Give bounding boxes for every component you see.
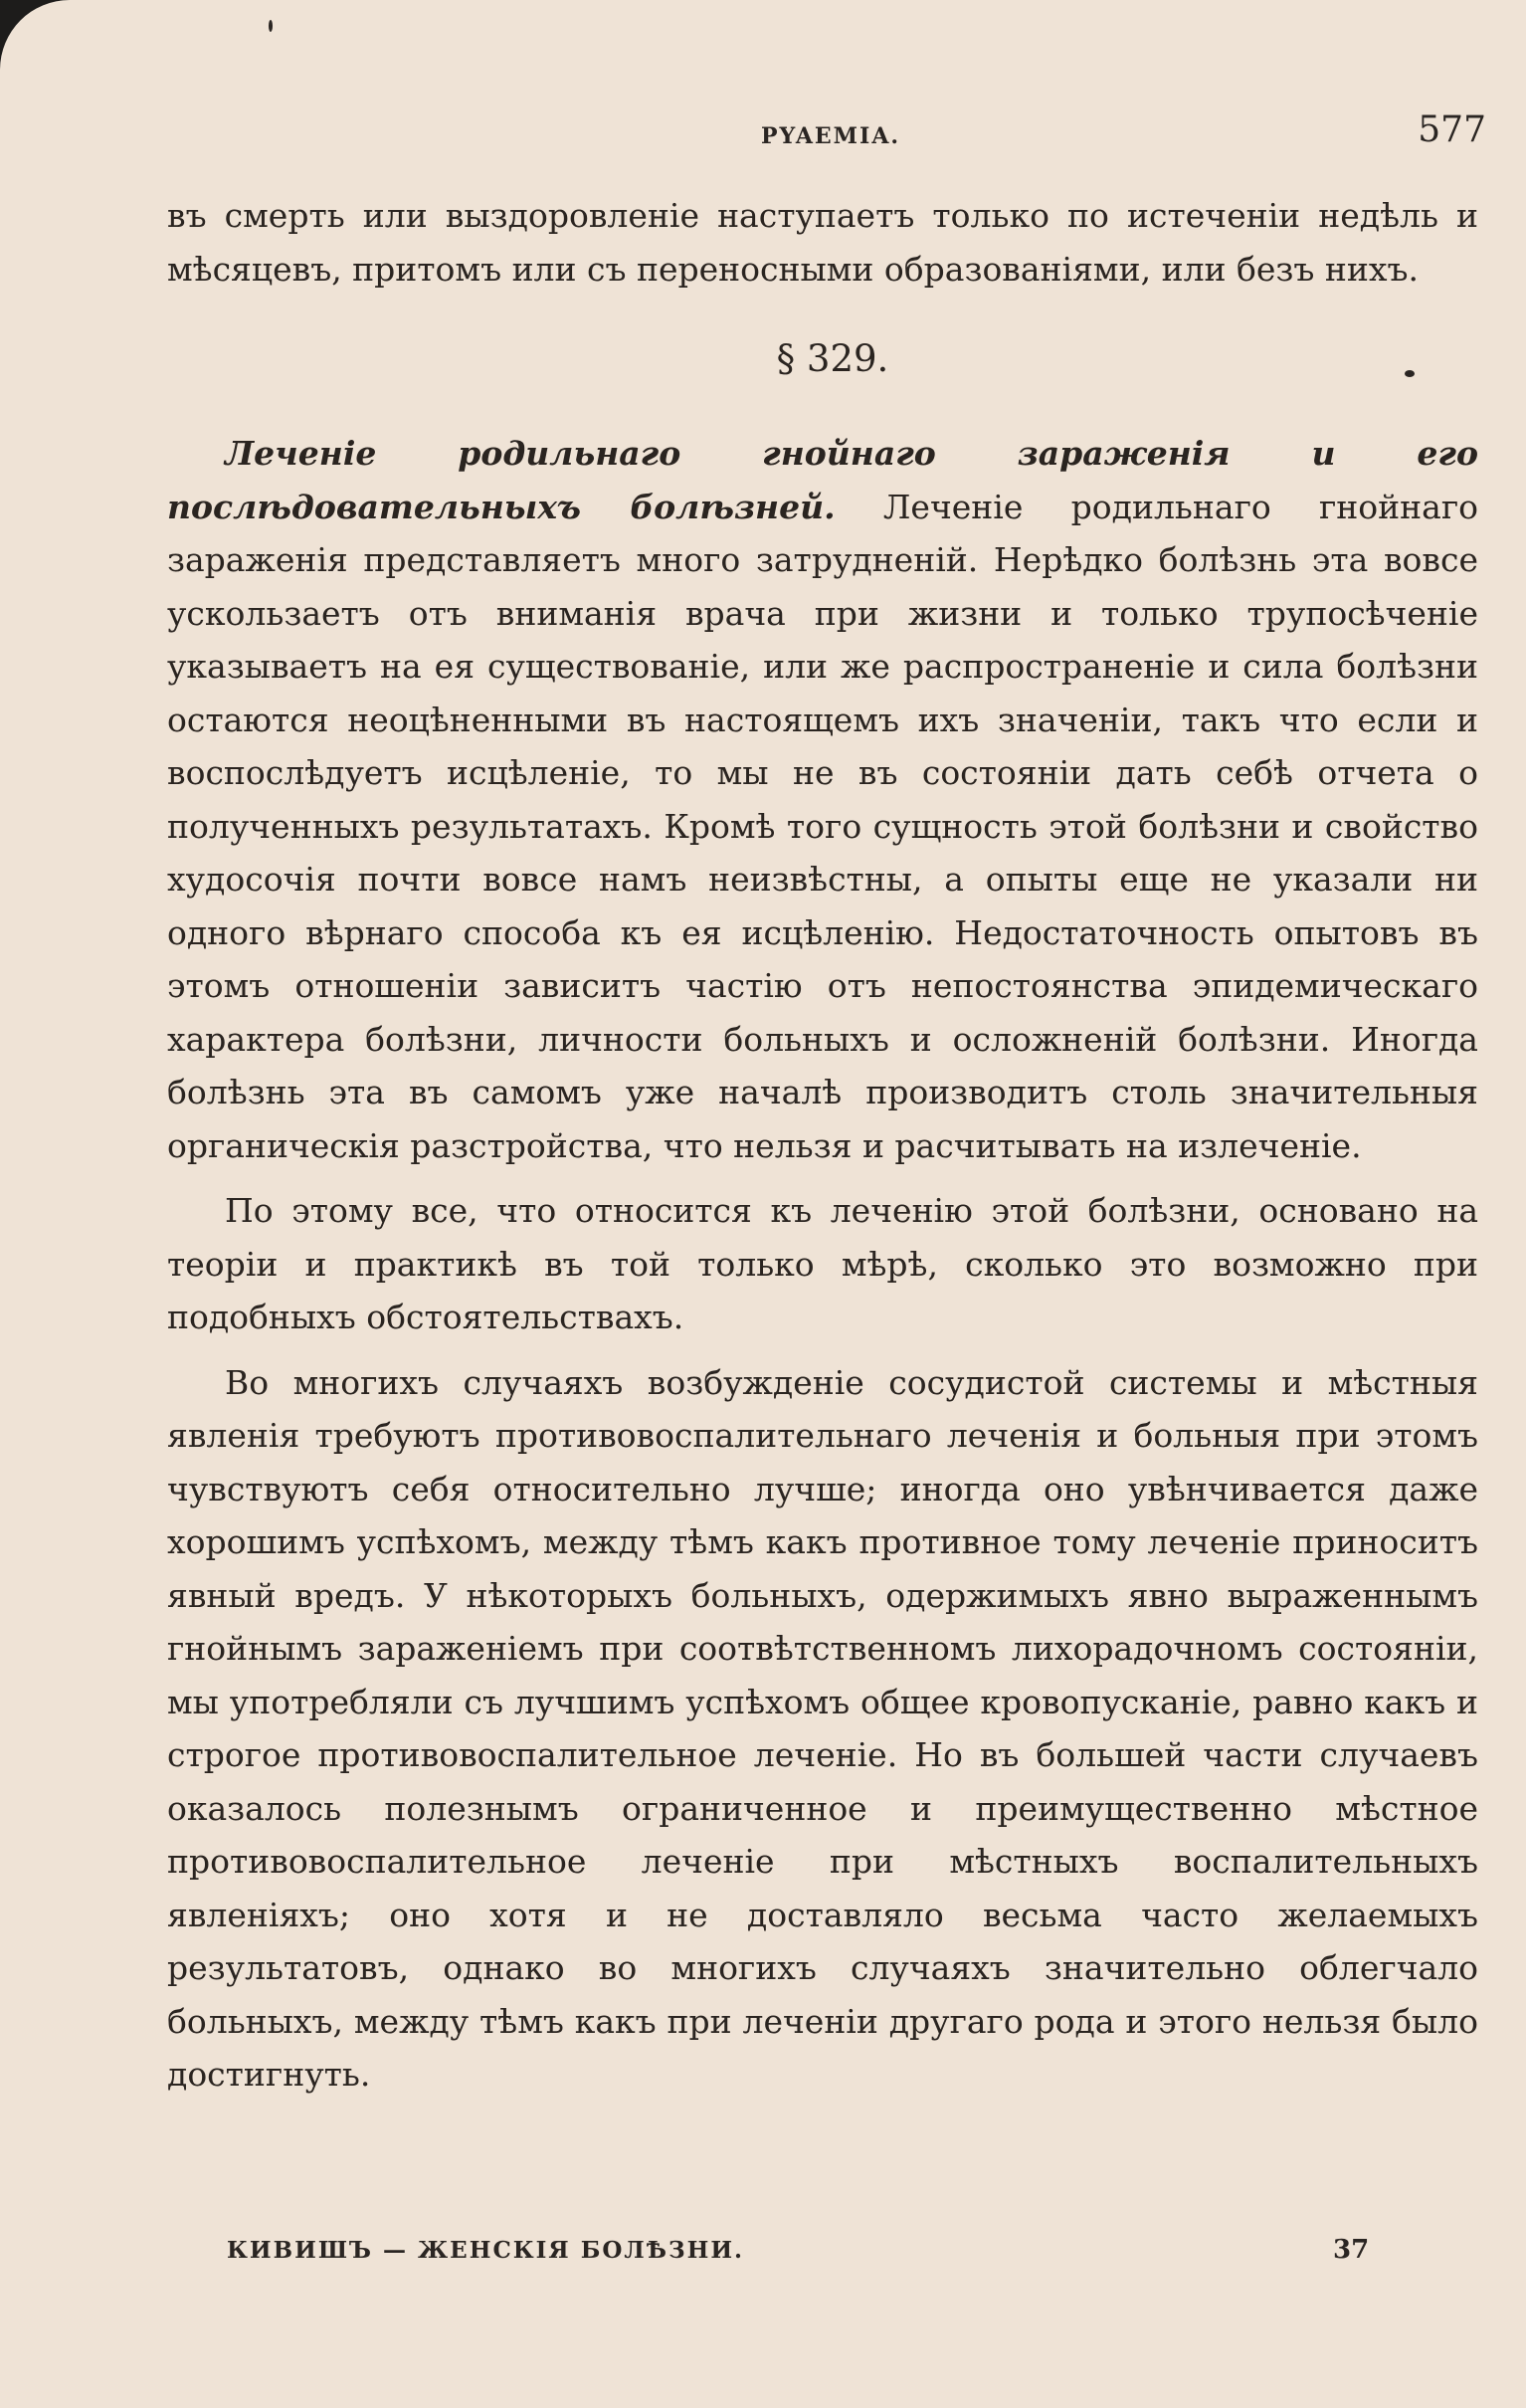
opening-paragraph: въ смерть или выздоровленіе наступаетъ только по истеченіи недѣль и мѣсяцевъ, притомъ или съ переносными образованіями, или безъ нихъ.	[167, 196, 1478, 289]
ink-speck	[269, 20, 273, 32]
running-title: PYAEMIA.	[761, 123, 901, 149]
body-text	[167, 189, 1478, 2102]
paragraph	[167, 1184, 1478, 1344]
sheet-number: 37	[1333, 2235, 1370, 2265]
paragraph	[167, 427, 1478, 1172]
page-footer	[0, 2237, 1526, 2277]
running-header	[0, 109, 1526, 159]
page-number: 577	[1418, 109, 1486, 150]
section-heading: § 329.	[776, 337, 889, 380]
paragraph-text: Во многихъ случаяхъ возбужденіе сосудистой системы и мѣстныя явленія требуютъ противовоспалительнаго леченія и больныя при этомъ чувствуютъ себя относительно лучше; иногда оно увѣнчивается даже хорошимъ успѣхомъ, между тѣмъ какъ противное тому леченіе приноситъ явный вредъ. У нѣкоторыхъ больныхъ, одержимыхъ явно выраженнымъ гнойнымъ зараженіемъ при соотвѣтственномъ лихорадочномъ состояніи, мы употребляли съ лучшимъ успѣхомъ общее кровопусканіе, равно какъ и строгое противовоспалительное леченіе. Но въ большей части случаевъ оказалось полезнымъ ограниченное и преимущественно мѣстное противовоспалительное леченіе при мѣстныхъ воспалительныхъ явленіяхъ; оно хотя и не доставляло весьма часто желаемыхъ результатовъ, однако во многихъ случаяхъ значительно облегчало больныхъ, между тѣмъ какъ при леченіи другаго рода и этого нельзя было достигнуть.	[167, 1362, 1478, 2094]
paragraph-lead: Леченіе родильнаго гнойнаго зараженія и его послѣдовательныхъ болѣзней.	[167, 434, 1478, 526]
paragraph	[167, 1356, 1478, 2102]
paragraph-text: Леченіе родильнаго гнойнаго зараженія представляетъ много затрудненій. Нерѣдко болѣзнь эта вовсе ускользаетъ отъ вниманія врача при жизни и только трупосѣченіе указываетъ на ея существованіе, или же распространеніе и сила болѣзни остаются неоцѣненными въ настоящемъ ихъ значеніи, такъ что если и воспослѣдуетъ исцѣленіе, то мы не въ состояніи дать себѣ отчета о полученныхъ результатахъ. Кромѣ того сущность этой болѣзни и свойство худосочія почти вовсе намъ неизвѣстны, а опыты еще не указали ни одного вѣрнаго способа къ ея исцѣленію. Недостаточность опытовъ въ этомъ отношеніи зависитъ частію отъ непостоянства эпидемическаго характера болѣзни, личности больныхъ и осложненій болѣзни. Иногда болѣзнь эта въ самомъ уже началѣ производитъ столь значительныя органическія разстройства, что нельзя и расчитывать на излеченіе.	[167, 487, 1478, 1165]
paragraph-text: По этому все, что относится къ леченію этой болѣзни, основано на теоріи и практикѣ въ той только мѣрѣ, сколько это возможно при подобныхъ обстоятельствахъ.	[167, 1191, 1478, 1336]
footer-signature: КИВИШЪ — ЖЕНСКІЯ БОЛѢЗНИ.	[227, 2237, 745, 2264]
